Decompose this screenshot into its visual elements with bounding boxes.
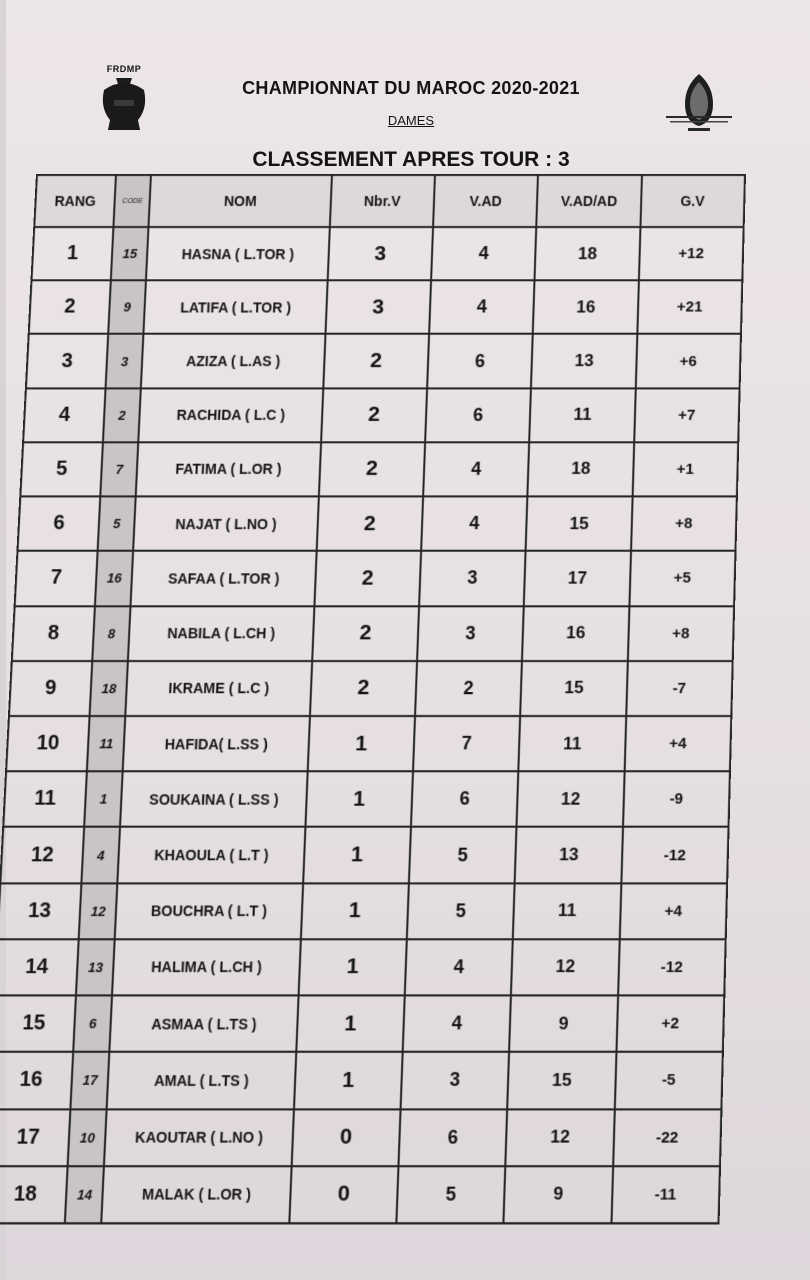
- cell-nom: HALIMA ( L.CH ): [112, 939, 300, 995]
- cell-nom: SAFAA ( L.TOR ): [131, 551, 316, 606]
- cell-code: 1: [84, 771, 123, 827]
- cell-v-ad: 4: [421, 497, 528, 552]
- table-row: [0, 1109, 721, 1166]
- cell-v-ad-ad: 17: [524, 551, 631, 606]
- table-row: [0, 1166, 720, 1223]
- cell-nom: LATIFA ( L.TOR ): [144, 280, 328, 334]
- table-row: [0, 939, 726, 995]
- cell-v-ad: 7: [413, 716, 520, 771]
- cell-g-v: +21: [637, 280, 742, 334]
- cell-g-v: -11: [611, 1166, 720, 1223]
- cell-code: 7: [100, 442, 138, 496]
- cell-g-v: -22: [613, 1109, 722, 1166]
- table-header-row: [34, 175, 745, 227]
- cell-v-ad: 4: [405, 939, 513, 995]
- cell-nbr-v: 1: [300, 883, 408, 939]
- column-header-code: CODE: [114, 175, 152, 227]
- column-header-rang: RANG: [34, 175, 116, 227]
- page-subtitle: DAMES: [387, 113, 435, 128]
- cell-rang: 14: [0, 939, 79, 995]
- seal-icon: [662, 72, 736, 138]
- cell-v-ad-ad: 15: [507, 1052, 616, 1109]
- cell-code: 4: [82, 827, 121, 883]
- cell-g-v: +4: [624, 716, 731, 771]
- trophy-emblem-icon: [94, 64, 154, 136]
- cell-v-ad-ad: 18: [528, 442, 634, 496]
- table-row: [20, 442, 738, 496]
- cell-rang: 9: [9, 661, 92, 716]
- ranking-table: [0, 174, 746, 1224]
- column-header-nom: NOM: [149, 175, 332, 227]
- cell-nbr-v: 1: [294, 1052, 403, 1109]
- cell-rang: 12: [0, 827, 84, 883]
- cell-v-ad: 5: [396, 1166, 505, 1223]
- cell-g-v: -12: [618, 939, 726, 995]
- cell-nom: ASMAA ( L.TS ): [110, 995, 299, 1052]
- cell-code: 8: [92, 606, 130, 661]
- cell-code: 15: [111, 227, 149, 280]
- cell-v-ad: 6: [411, 771, 519, 827]
- cell-g-v: +2: [616, 995, 724, 1052]
- cell-g-v: +4: [619, 883, 727, 939]
- cell-code: 13: [76, 939, 115, 995]
- cell-g-v: +5: [629, 551, 735, 606]
- cell-v-ad-ad: 11: [529, 388, 635, 442]
- cell-v-ad-ad: 9: [509, 995, 617, 1052]
- cell-v-ad-ad: 12: [511, 939, 619, 995]
- cell-g-v: -5: [614, 1052, 722, 1109]
- table-row: [12, 606, 734, 661]
- cell-nbr-v: 2: [321, 388, 427, 442]
- cell-nom: FATIMA ( L.OR ): [136, 442, 321, 496]
- cell-v-ad: 4: [429, 280, 535, 334]
- ranking-table-body: [0, 227, 744, 1223]
- cell-v-ad: 4: [423, 442, 529, 496]
- cell-code: 18: [90, 661, 129, 716]
- cell-rang: 13: [0, 883, 82, 939]
- ministry-seal-right: [662, 72, 736, 138]
- cell-v-ad-ad: 12: [517, 771, 624, 827]
- cell-v-ad-ad: 13: [531, 334, 637, 388]
- cell-v-ad-ad: 18: [535, 227, 640, 280]
- cell-v-ad: 4: [403, 995, 512, 1052]
- table-row: [15, 551, 736, 606]
- cell-v-ad: 3: [401, 1052, 510, 1109]
- cell-v-ad: 6: [398, 1109, 507, 1166]
- cell-nom: BOUCHRA ( L.T ): [115, 883, 303, 939]
- cell-rang: 4: [23, 388, 106, 442]
- table-row: [9, 661, 733, 716]
- table-row: [0, 827, 728, 883]
- cell-g-v: -9: [623, 771, 730, 827]
- cell-rang: 6: [17, 497, 100, 552]
- table-row: [0, 1052, 723, 1109]
- cell-code: 11: [87, 716, 126, 771]
- cell-rang: 15: [0, 995, 76, 1052]
- cell-g-v: +6: [635, 334, 741, 388]
- paper-sheet: [6, 0, 810, 1280]
- cell-v-ad-ad: 12: [506, 1109, 615, 1166]
- cell-code: 2: [103, 388, 141, 442]
- cell-nbr-v: 2: [318, 442, 425, 496]
- cell-rang: 7: [15, 551, 98, 606]
- table-row: [29, 280, 743, 334]
- cell-code: 5: [98, 497, 136, 552]
- cell-v-ad: 6: [427, 334, 533, 388]
- cell-nom: AMAL ( L.TS ): [107, 1052, 296, 1109]
- cell-code: 16: [95, 551, 133, 606]
- cell-nbr-v: 2: [310, 661, 417, 716]
- cell-code: 6: [73, 995, 112, 1052]
- cell-g-v: -7: [626, 661, 733, 716]
- cell-nbr-v: 3: [327, 227, 433, 280]
- cell-nbr-v: 0: [291, 1109, 400, 1166]
- cell-g-v: +7: [634, 388, 740, 442]
- cell-v-ad: 5: [407, 883, 515, 939]
- column-header-nbr-v: Nbr.V: [329, 175, 434, 227]
- cell-code: 14: [65, 1166, 104, 1223]
- cell-g-v: +8: [627, 606, 734, 661]
- cell-v-ad: 3: [419, 551, 526, 606]
- cell-rang: 8: [12, 606, 95, 661]
- cell-nom: KHAOULA ( L.T ): [118, 827, 305, 883]
- cell-v-ad-ad: 15: [520, 661, 627, 716]
- logo-left-text: FRDMP: [106, 64, 142, 74]
- column-header-g-v: G.V: [640, 175, 745, 227]
- cell-nom: HASNA ( L.TOR ): [146, 227, 329, 280]
- cell-code: 3: [106, 334, 144, 388]
- cell-v-ad: 5: [409, 827, 517, 883]
- page-title: CHAMPIONNAT DU MAROC 2020-2021: [242, 78, 580, 98]
- cell-rang: 11: [3, 771, 87, 827]
- cell-rang: 3: [26, 334, 108, 388]
- cell-nom: NAJAT ( L.NO ): [133, 497, 318, 552]
- cell-nbr-v: 0: [289, 1166, 398, 1223]
- table-row: [0, 995, 724, 1052]
- cell-rang: 17: [0, 1109, 71, 1166]
- cell-v-ad-ad: 11: [519, 716, 626, 771]
- cell-v-ad-ad: 16: [522, 606, 629, 661]
- cell-v-ad-ad: 13: [515, 827, 623, 883]
- cell-g-v: +1: [632, 442, 738, 496]
- cell-nom: HAFIDA( L.SS ): [123, 716, 310, 771]
- cell-rang: 18: [0, 1166, 68, 1223]
- cell-nom: RACHIDA ( L.C ): [139, 388, 323, 442]
- cell-nbr-v: 1: [305, 771, 413, 827]
- cell-nbr-v: 3: [325, 280, 431, 334]
- cell-v-ad: 6: [425, 388, 531, 442]
- cell-rang: 10: [6, 716, 90, 771]
- cell-g-v: +8: [631, 497, 737, 552]
- cell-nom: AZIZA ( L.AS ): [141, 334, 325, 388]
- table-row: [6, 716, 731, 771]
- cell-nbr-v: 1: [296, 995, 405, 1052]
- cell-code: 17: [71, 1052, 110, 1109]
- cell-nbr-v: 1: [303, 827, 411, 883]
- cell-code: 10: [68, 1109, 107, 1166]
- table-row: [0, 883, 727, 939]
- cell-g-v: +12: [638, 227, 743, 280]
- cell-v-ad-ad: 15: [526, 497, 632, 552]
- cell-code: 9: [108, 280, 146, 334]
- cell-nom: IKRAME ( L.C ): [126, 661, 312, 716]
- cell-rang: 16: [0, 1052, 73, 1109]
- cell-v-ad: 4: [431, 227, 537, 280]
- table-row: [31, 227, 743, 280]
- cell-rang: 2: [29, 280, 111, 334]
- cell-v-ad-ad: 9: [504, 1166, 613, 1223]
- cell-nbr-v: 1: [298, 939, 407, 995]
- cell-nbr-v: 2: [312, 606, 419, 661]
- cell-nbr-v: 2: [316, 497, 423, 552]
- cell-v-ad: 2: [415, 661, 522, 716]
- cell-nom: NABILA ( L.CH ): [128, 606, 314, 661]
- cell-nbr-v: 2: [314, 551, 421, 606]
- table-row: [17, 497, 736, 552]
- table-row: [26, 334, 741, 388]
- cell-v-ad-ad: 16: [533, 280, 639, 334]
- cell-rang: 5: [20, 442, 103, 496]
- column-header-v-ad-ad: V.AD/AD: [537, 175, 642, 227]
- federation-logo-left: [94, 64, 154, 136]
- cell-nom: KAOUTAR ( L.NO ): [104, 1109, 293, 1166]
- cell-v-ad-ad: 11: [513, 883, 621, 939]
- cell-rang: 1: [31, 227, 113, 280]
- cell-g-v: -12: [621, 827, 729, 883]
- column-header-v-ad: V.AD: [433, 175, 538, 227]
- cell-v-ad: 3: [417, 606, 524, 661]
- table-row: [23, 388, 739, 442]
- ranking-heading: CLASSEMENT APRES TOUR : 3: [252, 148, 570, 171]
- cell-nbr-v: 1: [307, 716, 415, 771]
- cell-nom: MALAK ( L.OR ): [102, 1166, 292, 1223]
- cell-nom: SOUKAINA ( L.SS ): [120, 771, 307, 827]
- cell-nbr-v: 2: [323, 334, 429, 388]
- table-row: [3, 771, 730, 827]
- cell-code: 12: [79, 883, 118, 939]
